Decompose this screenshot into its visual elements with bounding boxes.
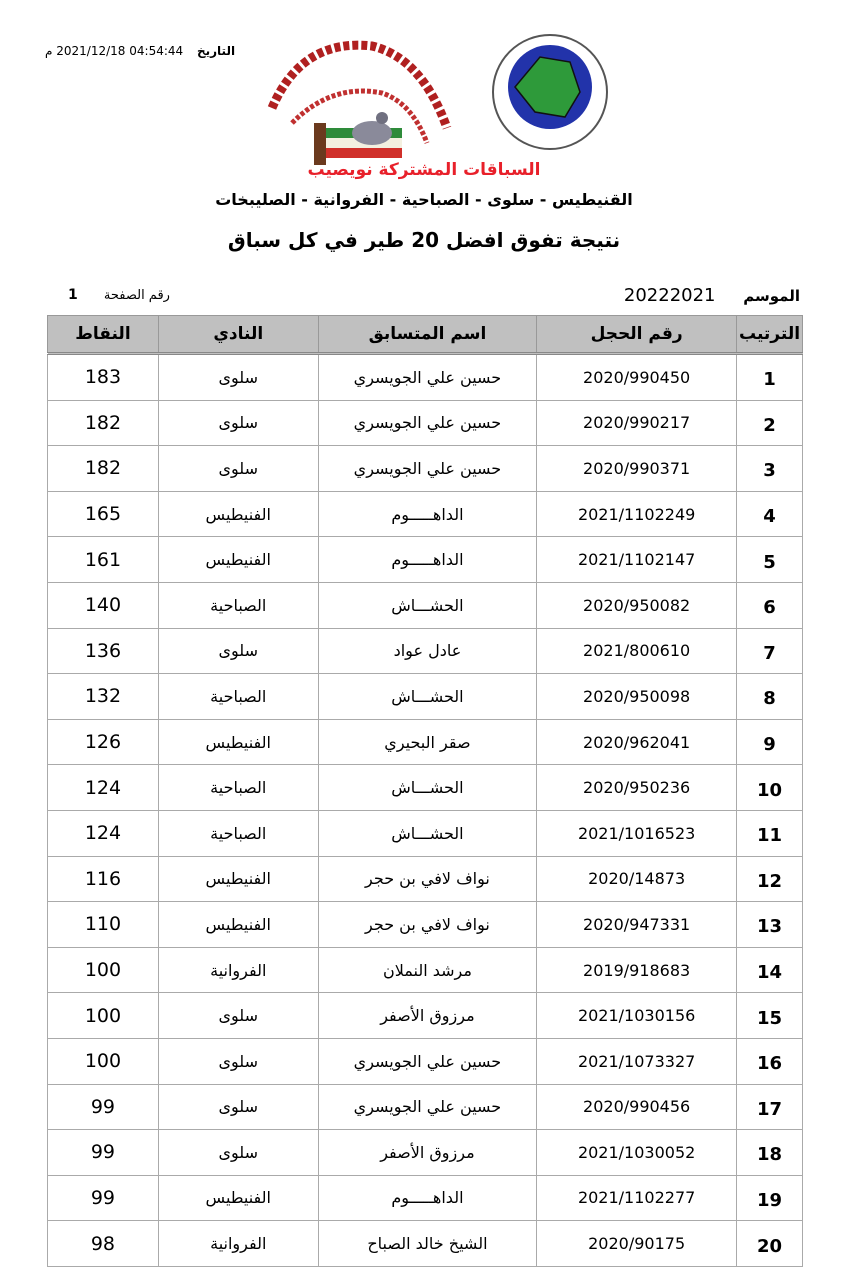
table-row bbox=[48, 765, 803, 811]
cell-name: حسين علي الجويسري bbox=[318, 400, 537, 446]
cell-rank: 11 bbox=[737, 810, 803, 856]
cell-pts: 161 bbox=[48, 537, 159, 583]
cell-name: مرشد النملان bbox=[318, 947, 537, 993]
cell-rank: 20 bbox=[737, 1221, 803, 1267]
cell-name: حسين علي الجويسري bbox=[318, 446, 537, 492]
title-races: السباقات المشتركة نويصيب bbox=[307, 160, 541, 180]
cell-name: الداهـــــوم bbox=[318, 537, 537, 583]
cell-ring: 2021/800610 bbox=[537, 628, 737, 674]
cell-club: الفنيطيس bbox=[158, 719, 318, 765]
cell-name: حسين علي الجويسري bbox=[318, 354, 537, 401]
table-row bbox=[48, 491, 803, 537]
cell-ring: 2021/1030156 bbox=[537, 993, 737, 1039]
date-label: التاريخ bbox=[196, 44, 236, 58]
cell-pts: 110 bbox=[48, 902, 159, 948]
cell-ring: 2021/1073327 bbox=[537, 1038, 737, 1084]
cell-pts: 136 bbox=[48, 628, 159, 674]
cell-ring: 2020/14873 bbox=[537, 856, 737, 902]
cell-name: مرزوق الأصفر bbox=[318, 1130, 537, 1176]
cell-club: الفروانية bbox=[158, 1221, 318, 1267]
cell-pts: 100 bbox=[48, 947, 159, 993]
col-ring: رقم الحجل bbox=[537, 316, 737, 354]
col-club: النادي bbox=[158, 316, 318, 354]
cell-rank: 6 bbox=[737, 582, 803, 628]
season-label: الموسم bbox=[743, 287, 800, 305]
cell-pts: 100 bbox=[48, 1038, 159, 1084]
cell-rank: 17 bbox=[737, 1084, 803, 1130]
cell-rank: 9 bbox=[737, 719, 803, 765]
cell-rank: 13 bbox=[737, 902, 803, 948]
cell-ring: 2020/950236 bbox=[537, 765, 737, 811]
cell-rank: 18 bbox=[737, 1130, 803, 1176]
cell-club: سلوى bbox=[158, 446, 318, 492]
cell-rank: 19 bbox=[737, 1175, 803, 1221]
season bbox=[624, 285, 800, 306]
cell-name: الداهـــــوم bbox=[318, 491, 537, 537]
cell-ring: 2020/947331 bbox=[537, 902, 737, 948]
cell-club: الفروانية bbox=[158, 947, 318, 993]
cell-name: الحشـــاش bbox=[318, 582, 537, 628]
cell-ring: 2021/1016523 bbox=[537, 810, 737, 856]
cell-ring: 2020/990217 bbox=[537, 400, 737, 446]
cell-club: سلوى bbox=[158, 628, 318, 674]
cell-pts: 100 bbox=[48, 993, 159, 1039]
table-row bbox=[48, 354, 803, 401]
page-number bbox=[68, 287, 170, 303]
cell-name: نواف لافي بن حجر bbox=[318, 856, 537, 902]
cell-name: عادل عواد bbox=[318, 628, 537, 674]
print-date bbox=[45, 44, 245, 58]
table-row bbox=[48, 810, 803, 856]
cell-pts: 126 bbox=[48, 719, 159, 765]
cell-ring: 2020/90175 bbox=[537, 1221, 737, 1267]
cell-club: الصباحية bbox=[158, 765, 318, 811]
cell-name: الحشـــاش bbox=[318, 810, 537, 856]
season-value: 20222021 bbox=[623, 285, 716, 306]
cell-name: الداهـــــوم bbox=[318, 1175, 537, 1221]
table-row bbox=[48, 993, 803, 1039]
cell-club: الصباحية bbox=[158, 674, 318, 720]
cell-club: سلوى bbox=[158, 1038, 318, 1084]
cell-rank: 8 bbox=[737, 674, 803, 720]
table-row bbox=[48, 947, 803, 993]
cell-ring: 2020/990456 bbox=[537, 1084, 737, 1130]
cell-pts: 182 bbox=[48, 446, 159, 492]
table-row bbox=[48, 446, 803, 492]
cell-rank: 4 bbox=[737, 491, 803, 537]
cell-ring: 2019/918683 bbox=[537, 947, 737, 993]
cell-name: الشيخ خالد الصباح bbox=[318, 1221, 537, 1267]
page-value: 1 bbox=[68, 287, 78, 303]
date-value: 04:54:44 2021/12/18 م bbox=[45, 44, 184, 58]
cell-ring: 2020/990371 bbox=[537, 446, 737, 492]
table-row bbox=[48, 628, 803, 674]
clubs-line: القنيطيس - سلوى - الصباحية - الفروانية - الصليبخات bbox=[215, 190, 633, 209]
cell-name: مرزوق الأصفر bbox=[318, 993, 537, 1039]
cell-pts: 116 bbox=[48, 856, 159, 902]
cell-club: سلوى bbox=[158, 993, 318, 1039]
cell-rank: 10 bbox=[737, 765, 803, 811]
cell-ring: 2020/950082 bbox=[537, 582, 737, 628]
cell-rank: 16 bbox=[737, 1038, 803, 1084]
cell-club: الصباحية bbox=[158, 582, 318, 628]
col-points: النقاط bbox=[48, 316, 159, 354]
page-label: رقم الصفحة bbox=[103, 288, 170, 303]
cell-name: الحشـــاش bbox=[318, 765, 537, 811]
cell-club: الفنيطيس bbox=[158, 491, 318, 537]
cell-club: الفنيطيس bbox=[158, 902, 318, 948]
table-row bbox=[48, 902, 803, 948]
cell-club: سلوى bbox=[158, 1130, 318, 1176]
main-title: نتيجة تفوق افضل 20 طير في كل سباق bbox=[227, 228, 621, 252]
table-row bbox=[48, 1130, 803, 1176]
table-row bbox=[48, 1038, 803, 1084]
cell-rank: 5 bbox=[737, 537, 803, 583]
cell-rank: 3 bbox=[737, 446, 803, 492]
cell-pts: 182 bbox=[48, 400, 159, 446]
table-row bbox=[48, 582, 803, 628]
table-row bbox=[48, 674, 803, 720]
cell-name: الحشـــاش bbox=[318, 674, 537, 720]
cell-pts: 183 bbox=[48, 354, 159, 401]
table-header-row bbox=[48, 316, 803, 354]
cell-name: حسين علي الجويسري bbox=[318, 1038, 537, 1084]
cell-ring: 2020/962041 bbox=[537, 719, 737, 765]
cell-ring: 2020/950098 bbox=[537, 674, 737, 720]
table-row bbox=[48, 719, 803, 765]
cell-name: حسين علي الجويسري bbox=[318, 1084, 537, 1130]
table-row bbox=[48, 1084, 803, 1130]
cell-club: سلوى bbox=[158, 400, 318, 446]
cell-pts: 99 bbox=[48, 1175, 159, 1221]
cell-pts: 98 bbox=[48, 1221, 159, 1267]
cell-pts: 99 bbox=[48, 1084, 159, 1130]
cell-ring: 2021/1102277 bbox=[537, 1175, 737, 1221]
cell-ring: 2021/1102249 bbox=[537, 491, 737, 537]
cell-rank: 7 bbox=[737, 628, 803, 674]
cell-pts: 165 bbox=[48, 491, 159, 537]
kuwait-federation-logo bbox=[490, 32, 610, 152]
table-row bbox=[48, 1221, 803, 1267]
cell-rank: 1 bbox=[737, 354, 803, 401]
cell-ring: 2020/990450 bbox=[537, 354, 737, 401]
table-row bbox=[48, 856, 803, 902]
results-table bbox=[47, 315, 803, 1267]
table-row bbox=[48, 1175, 803, 1221]
cell-rank: 14 bbox=[737, 947, 803, 993]
cell-ring: 2021/1030052 bbox=[537, 1130, 737, 1176]
cell-rank: 15 bbox=[737, 993, 803, 1039]
cell-rank: 2 bbox=[737, 400, 803, 446]
cell-pts: 132 bbox=[48, 674, 159, 720]
cell-pts: 99 bbox=[48, 1130, 159, 1176]
cell-ring: 2021/1102147 bbox=[537, 537, 737, 583]
cell-club: الفنيطيس bbox=[158, 856, 318, 902]
cell-club: الفنيطيس bbox=[158, 537, 318, 583]
col-rank: الترتيب bbox=[737, 316, 803, 354]
table-row bbox=[48, 537, 803, 583]
cell-club: سلوى bbox=[158, 354, 318, 401]
col-name: اسم المتسابق bbox=[318, 316, 537, 354]
cell-club: سلوى bbox=[158, 1084, 318, 1130]
cell-pts: 124 bbox=[48, 765, 159, 811]
cell-rank: 12 bbox=[737, 856, 803, 902]
table-row bbox=[48, 400, 803, 446]
cell-name: نواف لافي بن حجر bbox=[318, 902, 537, 948]
cell-club: الصباحية bbox=[158, 810, 318, 856]
cell-name: صقر البحيري bbox=[318, 719, 537, 765]
cell-pts: 140 bbox=[48, 582, 159, 628]
cell-club: الفنيطيس bbox=[158, 1175, 318, 1221]
cell-pts: 124 bbox=[48, 810, 159, 856]
